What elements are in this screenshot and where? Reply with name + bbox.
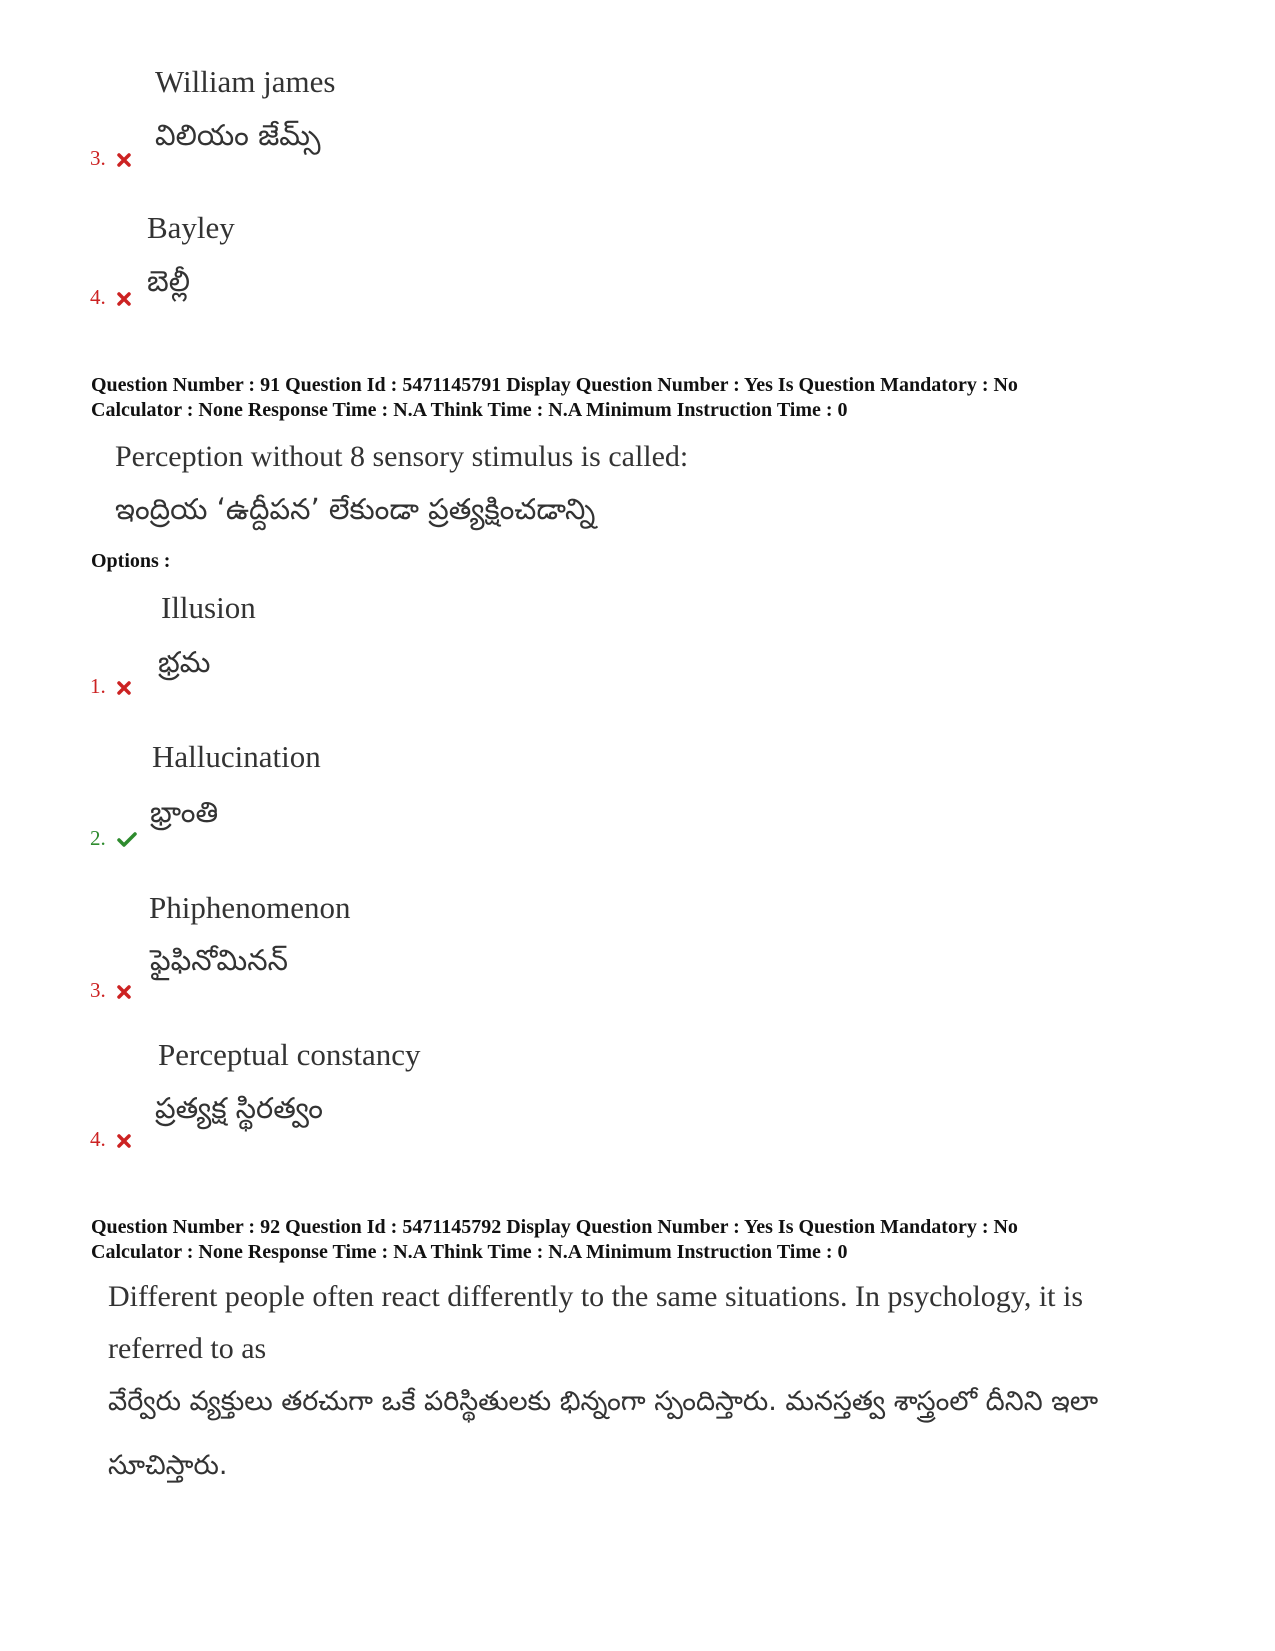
question-92-text-en-line-2: referred to as bbox=[108, 1332, 267, 1365]
check-icon bbox=[117, 832, 137, 848]
question-meta-line-1: Question Number : 91 Question Id : 5471145791 Display Question Number : Yes Is Question Mandatory : No bbox=[91, 374, 1018, 396]
option-4-text-te: ప్రత్యక్ష స్థిరత్వం bbox=[155, 1091, 323, 1125]
option-4-text-en: Perceptual constancy bbox=[158, 1037, 421, 1072]
question-92-text-te-line-1: వేర్వేరు వ్యక్తులు తరచుగా ఒకే పరిస్థితులకు భిన్నంగా స్పందిస్తారు. మనస్తత్వ శాస్త్రంలో దీనిని ఇలా bbox=[108, 1386, 1099, 1417]
option-1-text-te: భ్రమ bbox=[158, 645, 211, 679]
question-91-text-en: Perception without 8 sensory stimulus is called: bbox=[115, 440, 689, 473]
cross-icon bbox=[117, 985, 131, 999]
question-91-meta bbox=[91, 373, 1018, 423]
question-91-text-te: ఇంద్రియ ‘ఉద్దీపన’ లేకుండా ప్రత్యక్షించడాన్ని bbox=[115, 492, 596, 526]
option-3-marker bbox=[90, 146, 131, 171]
option-3-text-en: William james bbox=[155, 64, 336, 99]
option-number: 4. bbox=[90, 1127, 106, 1151]
option-number: 3. bbox=[90, 978, 106, 1002]
option-number: 3. bbox=[90, 146, 106, 170]
question-meta-line-1: Question Number : 92 Question Id : 5471145792 Display Question Number : Yes Is Question Mandatory : No bbox=[91, 1216, 1018, 1238]
option-3-marker bbox=[90, 978, 131, 1003]
option-1-text-en: Illusion bbox=[161, 590, 256, 625]
option-4-text-te: బెల్లీ bbox=[147, 264, 191, 298]
cross-icon bbox=[117, 153, 131, 167]
cross-icon bbox=[117, 681, 131, 695]
option-4-text-en: Bayley bbox=[147, 210, 235, 245]
option-number: 1. bbox=[90, 674, 106, 698]
option-1-marker bbox=[90, 674, 131, 699]
option-3-text-te: ఫైఫినోమినన్ bbox=[150, 943, 288, 977]
option-number: 4. bbox=[90, 285, 106, 309]
option-3-text-en: Phiphenomenon bbox=[149, 890, 351, 925]
option-4-marker bbox=[90, 1127, 131, 1152]
question-92-text-te-line-2: సూచిస్తారు. bbox=[108, 1450, 228, 1481]
option-2-marker bbox=[90, 826, 137, 851]
cross-icon bbox=[117, 1134, 131, 1148]
question-meta-line-2: Calculator : None Response Time : N.A Think Time : N.A Minimum Instruction Time : 0 bbox=[91, 399, 848, 421]
option-3-text-te: విలియం జేమ్స్ bbox=[155, 118, 321, 152]
question-92-text-en-line-1: Different people often react differently to the same situations. In psychology, it is bbox=[108, 1280, 1084, 1313]
cross-icon bbox=[117, 292, 131, 306]
option-number: 2. bbox=[90, 826, 106, 850]
option-4-marker bbox=[90, 285, 131, 310]
options-label: Options : bbox=[91, 550, 171, 572]
question-92-meta bbox=[91, 1215, 1018, 1265]
option-2-text-te: భ్రాంతి bbox=[150, 795, 219, 829]
question-meta-line-2: Calculator : None Response Time : N.A Think Time : N.A Minimum Instruction Time : 0 bbox=[91, 1241, 848, 1263]
option-2-text-en: Hallucination bbox=[152, 739, 321, 774]
